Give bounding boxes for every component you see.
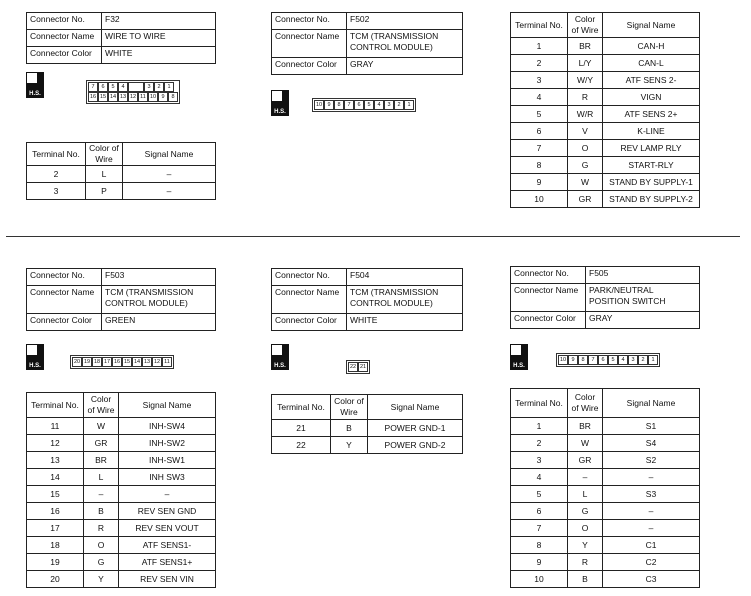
table-row	[511, 469, 700, 486]
signal-name-cell: ATF SENS 2-	[603, 72, 700, 89]
wire-color-cell: G	[568, 503, 603, 520]
connector-pin: 17	[103, 359, 111, 365]
connector-pin: 4	[374, 100, 384, 110]
connector-pin: 21	[359, 364, 367, 370]
wire-color-cell: G	[84, 554, 119, 571]
terminal-no-cell: 6	[511, 503, 568, 520]
wire-color-cell: R	[568, 89, 603, 106]
connector-pin: 5	[108, 82, 118, 92]
table-row	[27, 166, 216, 183]
signal-name-cell: STAND BY SUPPLY-2	[603, 191, 700, 208]
connector-pin: 7	[588, 355, 598, 365]
wire-color-cell: B	[84, 503, 119, 520]
table-row	[511, 72, 700, 89]
connector-info-table: Connector No. F504 Connector Name TCM (TRANSMISSION CONTROL MODULE) Connector Color WHITE	[271, 268, 463, 331]
wire-color-cell: L	[86, 166, 123, 183]
terminal-table-f32: Terminal No. Color of Wire Signal Name 2 L – 3 P –	[26, 142, 216, 200]
terminal-no-cell: 2	[27, 166, 86, 183]
wire-color-cell: B	[568, 571, 603, 588]
terminal-no-cell: 21	[272, 420, 331, 437]
table-row	[27, 469, 216, 486]
connector-pin: 1	[404, 100, 414, 110]
terminal-no-cell: 12	[27, 435, 84, 452]
signal-name-cell: –	[119, 486, 216, 503]
connector-pin: 12	[129, 94, 137, 100]
table-row	[511, 106, 700, 123]
connector-pin: 20	[73, 359, 81, 365]
wire-color-cell: BR	[84, 452, 119, 469]
table-row	[511, 89, 700, 106]
table-row	[511, 174, 700, 191]
section-divider	[6, 236, 740, 237]
terminal-no-cell: 18	[27, 537, 84, 554]
connector-info-table: Connector No. F502 Connector Name TCM (TRANSMISSION CONTROL MODULE) Connector Color GRAY	[271, 12, 463, 75]
connector-pin: 8	[168, 92, 178, 102]
connector-pin: 3	[628, 355, 638, 365]
connector-info-table: Connector No. F505 Connector Name PARK/NEUTRAL POSITION SWITCH Connector Color GRAY	[510, 266, 700, 329]
connector-face-f503	[70, 355, 174, 369]
wire-color-cell: L/Y	[568, 55, 603, 72]
wire-color-cell: GR	[568, 452, 603, 469]
table-row	[27, 486, 216, 503]
signal-name-cell: C3	[603, 571, 700, 588]
wire-color-cell: W/Y	[568, 72, 603, 89]
hs-icon: H.S.	[26, 72, 44, 98]
table-row	[511, 191, 700, 208]
wire-color-cell: R	[568, 554, 603, 571]
terminal-no-cell: 9	[511, 554, 568, 571]
wire-color-cell: B	[331, 420, 368, 437]
connector-pin: 16	[113, 359, 121, 365]
wire-color-cell: GR	[84, 435, 119, 452]
connector-face-f502	[312, 98, 416, 112]
terminal-no-cell: 22	[272, 437, 331, 454]
table-row	[511, 435, 700, 452]
terminal-table-f502: Terminal No. Color of Wire Signal Name 1 BR CAN-H 2 L/Y CAN-L 3 W/Y ATF SENS 2- 4 R VIGN 5 W/R ATF SENS 2+ 6 V K-LINE 7 O REV LAMP RLY 8 G START-RLY 9 W STAND BY SUPPLY-1 10 GR STAND BY SUPPLY-2	[510, 12, 700, 208]
table-row	[27, 571, 216, 588]
wire-color-cell: G	[568, 157, 603, 174]
connector-pin: 8	[578, 355, 588, 365]
connector-pin: 3	[384, 100, 394, 110]
connector-pin: 18	[93, 359, 101, 365]
signal-name-cell: VIGN	[603, 89, 700, 106]
table-row	[27, 183, 216, 200]
wire-color-cell: W	[568, 435, 603, 452]
connector-pin: 11	[162, 357, 172, 367]
terminal-no-cell: 8	[511, 157, 568, 174]
connector-pin: 9	[568, 355, 578, 365]
signal-name-cell: ATF SENS1+	[119, 554, 216, 571]
connector-pin: 14	[109, 94, 117, 100]
terminal-no-cell: 2	[511, 55, 568, 72]
wire-color-cell: Y	[84, 571, 119, 588]
terminal-no-cell: 19	[27, 554, 84, 571]
connector-pin: 5	[608, 355, 618, 365]
table-row	[511, 123, 700, 140]
signal-name-cell: K-LINE	[603, 123, 700, 140]
terminal-no-cell: 10	[511, 571, 568, 588]
connector-pin: 22	[349, 364, 357, 370]
terminal-no-cell: 9	[511, 174, 568, 191]
connector-pin: 2	[394, 100, 404, 110]
terminal-no-cell: 13	[27, 452, 84, 469]
terminal-no-cell: 5	[511, 486, 568, 503]
wire-color-cell: O	[568, 520, 603, 537]
terminal-no-cell: 14	[27, 469, 84, 486]
wire-color-cell: L	[568, 486, 603, 503]
connector-pin: 3	[144, 82, 154, 92]
signal-name-cell: S1	[603, 418, 700, 435]
connector-pin: 4	[118, 82, 128, 92]
wire-color-cell: O	[568, 140, 603, 157]
signal-name-cell: S2	[603, 452, 700, 469]
hs-icon: H.S.	[26, 344, 44, 370]
terminal-no-cell: 16	[27, 503, 84, 520]
connector-pin: 14	[133, 359, 141, 365]
signal-name-cell: –	[123, 166, 216, 183]
terminal-no-cell: 5	[511, 106, 568, 123]
connector-info-table: Connector No. F32 Connector Name WIRE TO WIRE Connector Color WHITE	[26, 12, 216, 64]
table-row	[511, 537, 700, 554]
signal-name-cell: S3	[603, 486, 700, 503]
wire-color-cell: W	[568, 174, 603, 191]
wire-color-cell: W	[84, 418, 119, 435]
connector-face-f32	[86, 80, 180, 104]
signal-name-cell: CAN-H	[603, 38, 700, 55]
table-row	[511, 554, 700, 571]
signal-name-cell: INH-SW2	[119, 435, 216, 452]
connector-pin: 11	[138, 92, 148, 102]
terminal-no-cell: 4	[511, 469, 568, 486]
connector-pin: 9	[158, 92, 168, 102]
terminal-no-cell: 15	[27, 486, 84, 503]
connector-pin: 6	[354, 100, 364, 110]
terminal-table-f505: Terminal No. Color of Wire Signal Name 1 BR S1 2 W S4 3 GR S2 4 – – 5 L S3 6 G – 7 O – 8 Y C1 9 R C2 10 B C3	[510, 388, 700, 588]
connector-pin: 1	[648, 355, 658, 365]
wire-color-cell: GR	[568, 191, 603, 208]
terminal-no-cell: 6	[511, 123, 568, 140]
wire-color-cell: –	[568, 469, 603, 486]
connector-pin: 7	[344, 100, 354, 110]
connector-pin: 2	[638, 355, 648, 365]
wire-color-cell: BR	[568, 418, 603, 435]
connector-pin: 1	[164, 82, 174, 92]
connector-pin: 19	[83, 359, 91, 365]
table-row	[511, 503, 700, 520]
signal-name-cell: REV SEN GND	[119, 503, 216, 520]
terminal-no-cell: 10	[511, 191, 568, 208]
signal-name-cell: –	[123, 183, 216, 200]
terminal-no-cell: 1	[511, 418, 568, 435]
wire-color-cell: P	[86, 183, 123, 200]
signal-name-cell: C1	[603, 537, 700, 554]
terminal-no-cell: 3	[27, 183, 86, 200]
connector-pin: 12	[153, 359, 161, 365]
connector-face-f505	[556, 353, 660, 367]
signal-name-cell: REV LAMP RLY	[603, 140, 700, 157]
wire-color-cell: –	[84, 486, 119, 503]
hs-icon: H.S.	[271, 90, 289, 116]
terminal-no-cell: 8	[511, 537, 568, 554]
connector-pin: 10	[149, 94, 157, 100]
signal-name-cell: POWER GND-1	[368, 420, 463, 437]
table-row	[27, 537, 216, 554]
signal-name-cell: CAN-L	[603, 55, 700, 72]
connector-pin: 10	[315, 102, 323, 108]
signal-name-cell: REV SEN VOUT	[119, 520, 216, 537]
signal-name-cell: –	[603, 520, 700, 537]
table-row	[511, 38, 700, 55]
signal-name-cell: C2	[603, 554, 700, 571]
signal-name-cell: S4	[603, 435, 700, 452]
table-row	[511, 486, 700, 503]
wire-color-cell: W/R	[568, 106, 603, 123]
terminal-no-cell: 3	[511, 72, 568, 89]
connector-pin: 5	[364, 100, 374, 110]
table-row	[27, 435, 216, 452]
wire-color-cell: Y	[331, 437, 368, 454]
table-row	[511, 520, 700, 537]
connector-block-f505	[510, 266, 700, 329]
terminal-no-cell: 20	[27, 571, 84, 588]
connector-pin: 16	[89, 94, 97, 100]
signal-name-cell: REV SEN VIN	[119, 571, 216, 588]
table-row	[27, 418, 216, 435]
connector-pin: 8	[334, 100, 344, 110]
wire-color-cell: L	[84, 469, 119, 486]
connector-pin: 10	[559, 357, 567, 363]
connector-pin: 6	[598, 355, 608, 365]
terminal-no-cell: 7	[511, 520, 568, 537]
signal-name-cell: STAND BY SUPPLY-1	[603, 174, 700, 191]
table-row	[511, 452, 700, 469]
table-row	[511, 55, 700, 72]
connector-pin: 13	[119, 94, 127, 100]
table-row	[272, 437, 463, 454]
terminal-no-cell: 11	[27, 418, 84, 435]
connector-face-f504	[346, 360, 370, 374]
terminal-table-f504: Terminal No. Color of Wire Signal Name 21 B POWER GND-1 22 Y POWER GND-2	[271, 394, 463, 454]
connector-pin: 15	[99, 94, 107, 100]
wire-color-cell: V	[568, 123, 603, 140]
terminal-no-cell: 2	[511, 435, 568, 452]
wire-color-cell: R	[84, 520, 119, 537]
connector-pin	[128, 82, 144, 92]
terminal-no-cell: 17	[27, 520, 84, 537]
table-row	[511, 418, 700, 435]
table-row	[272, 420, 463, 437]
table-row	[511, 157, 700, 174]
connector-block-f504	[271, 268, 463, 331]
connector-pin: 15	[123, 359, 131, 365]
connector-block-f32	[26, 12, 216, 64]
hs-icon: H.S.	[510, 344, 528, 370]
terminal-no-cell: 1	[511, 38, 568, 55]
wire-color-cell: BR	[568, 38, 603, 55]
terminal-no-cell: 7	[511, 140, 568, 157]
hs-icon: H.S.	[271, 344, 289, 370]
table-row	[27, 520, 216, 537]
connector-pin: 6	[98, 82, 108, 92]
signal-name-cell: INH-SW4	[119, 418, 216, 435]
terminal-no-cell: 4	[511, 89, 568, 106]
connector-pin: 9	[324, 100, 334, 110]
table-row	[27, 503, 216, 520]
connector-pin: 4	[618, 355, 628, 365]
signal-name-cell: POWER GND-2	[368, 437, 463, 454]
terminal-no-cell: 3	[511, 452, 568, 469]
table-row	[27, 554, 216, 571]
wire-color-cell: Y	[568, 537, 603, 554]
connector-pin: 7	[88, 82, 98, 92]
connector-block-f502	[271, 12, 463, 75]
connector-info-table: Connector No. F503 Connector Name TCM (TRANSMISSION CONTROL MODULE) Connector Color GREEN	[26, 268, 216, 331]
signal-name-cell: –	[603, 469, 700, 486]
signal-name-cell: INH SW3	[119, 469, 216, 486]
signal-name-cell: START-RLY	[603, 157, 700, 174]
wire-color-cell: O	[84, 537, 119, 554]
connector-pin: 2	[154, 82, 164, 92]
connector-pin: 13	[143, 359, 151, 365]
signal-name-cell: ATF SENS 2+	[603, 106, 700, 123]
signal-name-cell: ATF SENS1-	[119, 537, 216, 554]
table-row	[511, 140, 700, 157]
table-row	[511, 571, 700, 588]
table-row	[27, 452, 216, 469]
signal-name-cell: INH-SW1	[119, 452, 216, 469]
connector-block-f503	[26, 268, 216, 331]
terminal-table-f503: Terminal No. Color of Wire Signal Name 11 W INH-SW4 12 GR INH-SW2 13 BR INH-SW1 14 L INH SW3 15 – – 16 B REV SEN GND 17 R REV SEN VOUT 18 O ATF SENS1- 19 G ATF SENS1+ 20 Y REV SEN VIN	[26, 392, 216, 588]
signal-name-cell: –	[603, 503, 700, 520]
